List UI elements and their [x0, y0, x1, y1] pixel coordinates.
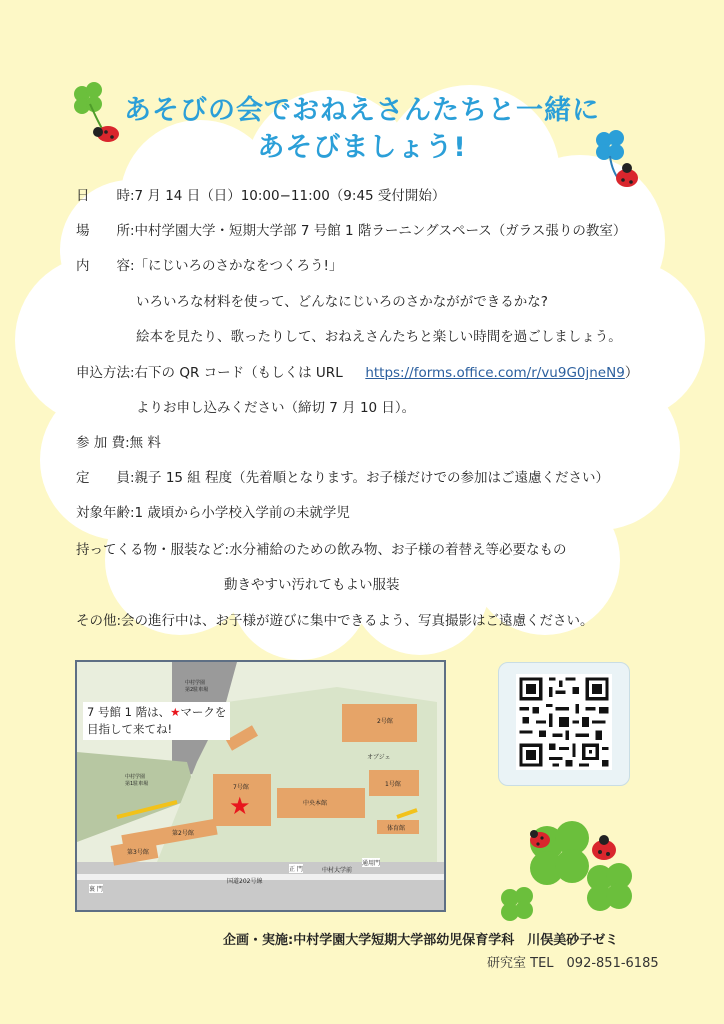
map-label-parking2: 中村学園 第2駐車場 — [185, 680, 209, 693]
page-title-line2: あそびましょう! — [257, 132, 467, 163]
apply-suffix: ） — [624, 365, 639, 381]
capacity: 定 員:親子 15 組 程度（先着順となります。お子様だけでの参加はご遠慮ください） — [76, 470, 610, 486]
map-label-jr3: 第3号館 — [127, 849, 149, 856]
map-label-jr2: 第2号館 — [172, 830, 194, 837]
page-title-line1: あそびの会でおねえさんたちと一緒に — [124, 95, 600, 126]
map-label-objet: オブジェ — [367, 754, 391, 761]
items-to-bring-line2: 動きやすい汚れてもよい服装 — [224, 577, 400, 593]
map-label-building2: 2号館 — [377, 718, 393, 725]
event-place: 場 所:中村学園大学・短期大学部 7 号館 1 階ラーニングスペース（ガラス張りの教室） — [76, 223, 627, 239]
star-icon: ★ — [170, 705, 181, 719]
map-label-road: 国道202号線 — [227, 878, 263, 885]
event-content-line2: いろいろな材料を使って、どんなにじいろのさかながができるかな? — [136, 294, 548, 310]
participation-fee: 参 加 費:無 料 — [76, 435, 161, 451]
apply-prefix: 申込方法:右下の QR コード（もしくは URL — [76, 365, 343, 381]
clover-ladybug-decoration-bottom — [492, 808, 642, 926]
campus-map — [75, 660, 446, 912]
map-label-building7: 7号館 — [233, 784, 249, 791]
map-label-west-gate: 通用門 — [362, 860, 381, 867]
building-7-star-icon: ★ — [229, 792, 251, 820]
event-date: 日 時:7 月 14 日（日）10:00−11:00（9:45 受付開始） — [76, 188, 446, 204]
map-label-parking1: 中村学園 第1駐車場 — [125, 774, 149, 787]
apply-deadline: よりお申し込みください（締切 7 月 10 日）。 — [136, 400, 416, 416]
map-label-station: 中村大学前 — [322, 867, 353, 874]
items-to-bring: 持ってくる物・服装など:水分補給のための飲み物、お子様の着替え等必要なもの — [76, 542, 567, 558]
qr-code[interactable] — [516, 674, 612, 770]
map-label-main-gate: 正 門 — [289, 866, 303, 873]
organizer-credit: 企画・実施:中村学園大学短期大学部幼児保育学科 川俣美砂子ゼミ — [223, 933, 619, 948]
other-notes: その他:会の進行中は、お子様が遊びに集中できるよう、写真撮影はご遠慮ください。 — [76, 613, 594, 629]
target-age: 対象年齢:1 歳頃から小学校入学前の未就学児 — [76, 505, 350, 521]
map-label-gym: 体育館 — [387, 825, 406, 832]
map-callout: 7 号館 1 階は、★マークを 目指して来てね! — [83, 702, 230, 740]
map-label-central: 中央本館 — [303, 800, 328, 807]
lab-phone: 研究室 TEL 092-851-6185 — [487, 956, 659, 971]
event-content-line3: 絵本を見たり、歌ったりして、おねえさんたちと楽しい時間を過ごしましょう。 — [136, 329, 622, 345]
apply-url-link[interactable]: https://forms.office.com/r/vu9G0jneN9 — [365, 365, 625, 381]
map-label-back-gate: 裏 門 — [89, 886, 103, 893]
map-label-building1: 1号館 — [385, 781, 401, 788]
event-content-title: 内 容:「にじいろのさかなをつくろう!」 — [76, 258, 343, 274]
apply-method — [76, 361, 638, 381]
qr-code-panel — [498, 662, 630, 786]
